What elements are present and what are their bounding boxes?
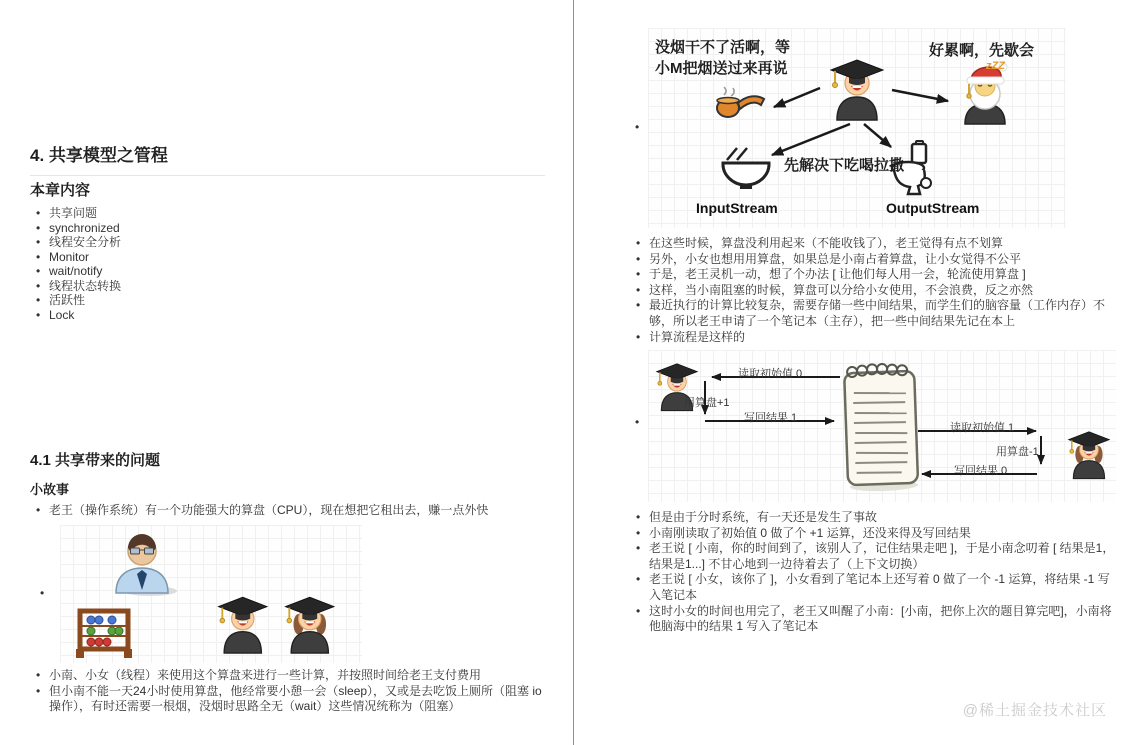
comic-illustration (648, 28, 1066, 228)
explanation-bullet: • 小南刚读取了初始值 0 做了个 +1 运算，还没来得及写回结果 (634, 526, 1118, 542)
flow-label: 读取初始值 0 (738, 368, 803, 380)
explanation-bullet: • 这时小女的时间也用完了，老王又叫醒了小南：[小南，把你上次的题目算完吧]，小南将他脑海中的结果 1 写入了笔记本 (634, 604, 1118, 635)
chapter-heading: 本章内容 (30, 182, 91, 199)
toc-item: • 线程状态转换 (34, 279, 514, 294)
explanation-bullet: • 这样，当小南阻塞的时候，算盘可以分给小女使用，不会浪费，反之亦然 (634, 283, 1116, 299)
thread-female-icon (1069, 432, 1110, 479)
speech-text: 好累啊，先歇会 (929, 42, 1035, 59)
zzz-text: zZZ (986, 60, 1005, 72)
abacus-icon (76, 611, 132, 658)
toc-item: • synchronized (34, 221, 514, 236)
boss-icon (116, 534, 177, 596)
student-male-icon (219, 597, 267, 653)
calc-flow-diagram (648, 350, 1116, 502)
comic-caption: 先解决下吃喝拉撒 (784, 157, 905, 174)
toc-item: • Monitor (34, 250, 514, 265)
bullet-dot: • (635, 120, 640, 134)
inputstream-label: InputStream (696, 200, 778, 216)
flow-label: 写回结果 0 (954, 465, 1008, 477)
story-heading: 小故事 (30, 482, 70, 497)
toc-item: • wait/notify (34, 264, 514, 279)
story-bullet: • 但小南不能一天24小时使用算盘，他经常要小憩一会（sleep），又或是去吃饭上厕所（阻塞 io 操作），有时还需要一根烟，没烟时思路全无（wait）这些情况统称为（阻塞） (34, 684, 544, 715)
speech-text: 小M把烟送过来再说 (655, 60, 788, 77)
explanation-bullet: • 老王说 [ 小南，你的时间到了，该别人了，记住结果走吧 ]，于是小南念叨着 [ 结果是1，结果是1...] 不甘心地到一边待着去了（上下文切换） (634, 541, 1118, 572)
explanation-list-1 (634, 236, 1116, 345)
watermark: @稀土掘金技术社区 (962, 702, 1107, 719)
flow-label: 写回结果 1 (744, 412, 798, 424)
explanation-bullet: • 老王说 [ 小女，该你了 ]，小女看到了笔记本上还写着 0 做了一个 -1 运算，将结果 -1 写入笔记本 (634, 572, 1118, 603)
story-list-bottom (34, 668, 544, 715)
explanation-list-2 (634, 510, 1118, 635)
toc-item: • Lock (34, 308, 514, 323)
pipe-icon (717, 87, 764, 117)
toc-item: • 共享问题 (34, 206, 514, 221)
page-divider (573, 0, 574, 745)
student-female-icon (286, 597, 334, 653)
outputstream-label: OutputStream (886, 200, 980, 216)
story-bullet: • 小南、小女（线程）来使用这个算盘来进行一些计算，并按照时间给老王支付费用 (34, 668, 544, 684)
bullet-dot: • (635, 415, 640, 429)
flow-label: 读取初始值 1 (950, 422, 1015, 434)
explanation-bullet: • 于是，老王灵机一动，想了个办法 [ 让他们每人用一会，轮流使用算盘 ] (634, 267, 1116, 283)
bullet-dot: • (40, 586, 45, 600)
actor-action-label: 用算盘-1 (996, 446, 1039, 458)
notebook-icon (844, 363, 918, 492)
actor-action-label: 用算盘+1 (684, 397, 730, 409)
explanation-bullet: • 计算流程是这样的 (634, 330, 1116, 346)
story-bullet: • 老王（操作系统）有一个功能强大的算盘（CPU），现在想把它租出去，赚一点外快 (34, 503, 542, 519)
page-title: 4. 共享模型之管程 (30, 141, 545, 176)
explanation-bullet: • 最近执行的计算比较复杂，需要存储一些中间结果，而学生们的脑容量（工作内存）不够，所以老王申请了一个笔记本（主存），把一些中间结果先记在本上 (634, 298, 1116, 329)
speech-text: 没烟干不了活啊，等 (655, 39, 791, 56)
sleeping-santa-icon (965, 63, 1007, 124)
story-list-top (34, 503, 542, 519)
toc-item: • 活跃性 (34, 293, 514, 308)
story-illustration (60, 525, 362, 663)
explanation-bullet: • 在这些时候，算盘没利用起来（不能收钱了），老王觉得有点不划算 (634, 236, 1116, 252)
chapter-toc (34, 206, 514, 322)
toc-item: • 线程安全分析 (34, 235, 514, 250)
bowl-icon (723, 148, 769, 189)
explanation-bullet: • 但是由于分时系统，有一天还是发生了事故 (634, 510, 1118, 526)
section-title: 4.1 共享带来的问题 (30, 452, 161, 469)
explanation-bullet: • 另外，小女也想用用算盘，如果总是小南占着算盘，让小女觉得不公平 (634, 252, 1116, 268)
worker-student-icon (831, 60, 883, 120)
